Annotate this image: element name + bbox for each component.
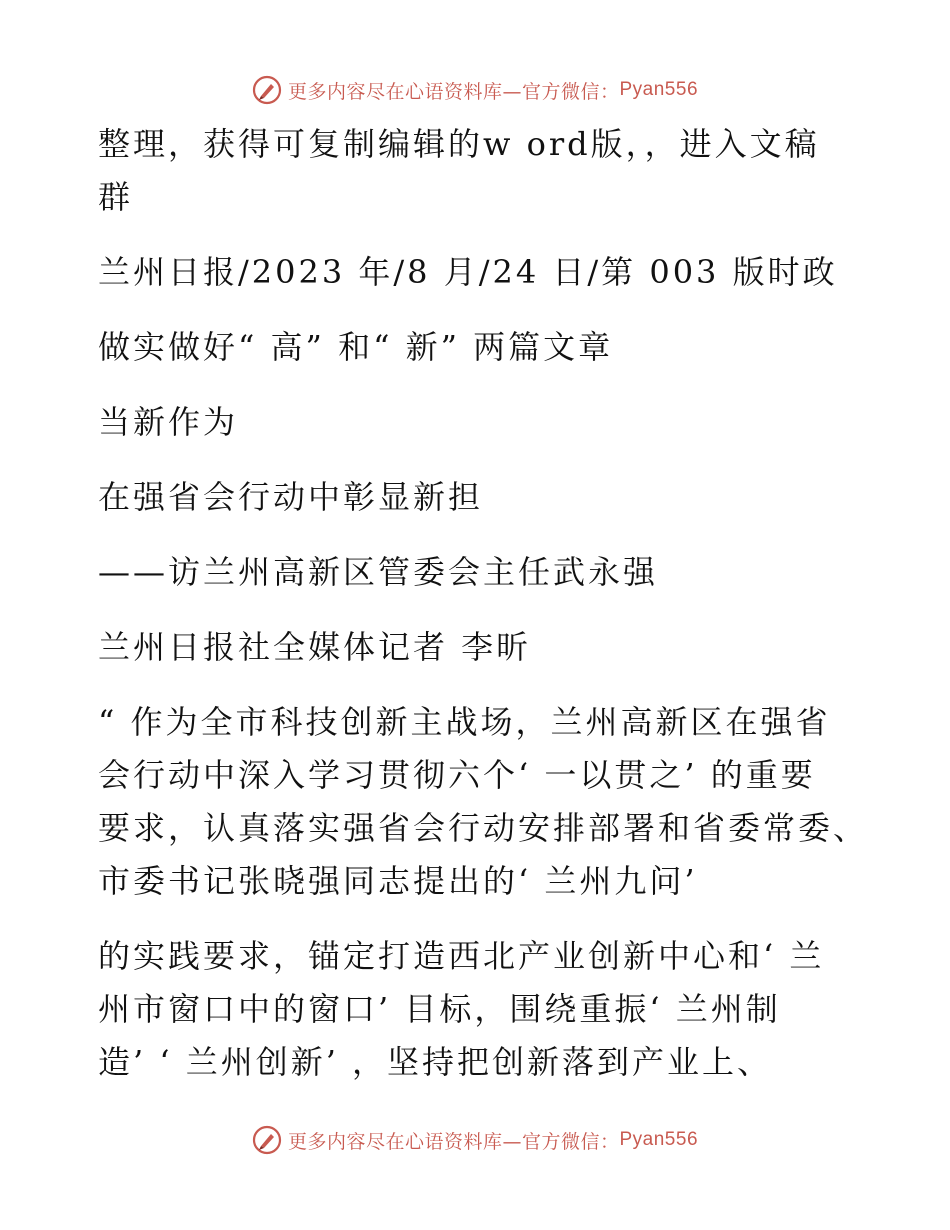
body-line: 的实践要求，锚定打造西北产业创新中心和‘ 兰 bbox=[98, 937, 825, 975]
watermark-wechat-id: Pyan556 bbox=[619, 1129, 699, 1150]
byline: 兰州日报社全媒体记者 李昕 bbox=[98, 628, 532, 666]
body-line: 造’ ‘ 兰州创新’ ，坚持把创新落到产业上、 bbox=[98, 1043, 773, 1081]
body-line: 整理，获得可复制编辑的w ord版，，进入文稿 bbox=[98, 125, 820, 163]
body-line: 要求，认真落实强省会行动安排部署和省委常委、 bbox=[98, 809, 869, 847]
body-line: 群 bbox=[98, 178, 134, 216]
body-line: 州市窗口中的窗口’ 目标，围绕重振‘ 兰州制 bbox=[98, 990, 781, 1028]
body-line: 市委书记张晓强同志提出的‘ 兰州九问’ bbox=[98, 862, 698, 900]
headline: 做实做好“ 高” 和“ 新” 两篇文章 bbox=[98, 328, 614, 366]
headline: 当新作为 bbox=[98, 403, 239, 441]
watermark-banner-top bbox=[0, 70, 950, 110]
watermark-wechat-id: Pyan556 bbox=[619, 79, 699, 100]
watermark-banner-bottom bbox=[0, 1120, 950, 1160]
pen-logo-icon bbox=[252, 75, 282, 105]
headline: 在强省会行动中彰显新担 bbox=[98, 478, 484, 516]
body-line: 会行动中深入学习贯彻六个‘ 一以贯之’ 的重要 bbox=[98, 756, 816, 794]
watermark-text: 更多内容尽在心语资料库—官方微信： bbox=[287, 80, 620, 103]
watermark-text: 更多内容尽在心语资料库—官方微信： bbox=[287, 1130, 620, 1153]
document-body bbox=[98, 118, 869, 1089]
pen-logo-icon bbox=[252, 1125, 282, 1155]
publication-info: 兰州日报/2023 年/8 月/24 日/第 003 版时政 bbox=[98, 253, 838, 291]
subheadline: ——访兰州高新区管委会主任武永强 bbox=[98, 553, 659, 591]
body-line: “ 作为全市科技创新主战场，兰州高新区在强省 bbox=[98, 703, 831, 741]
